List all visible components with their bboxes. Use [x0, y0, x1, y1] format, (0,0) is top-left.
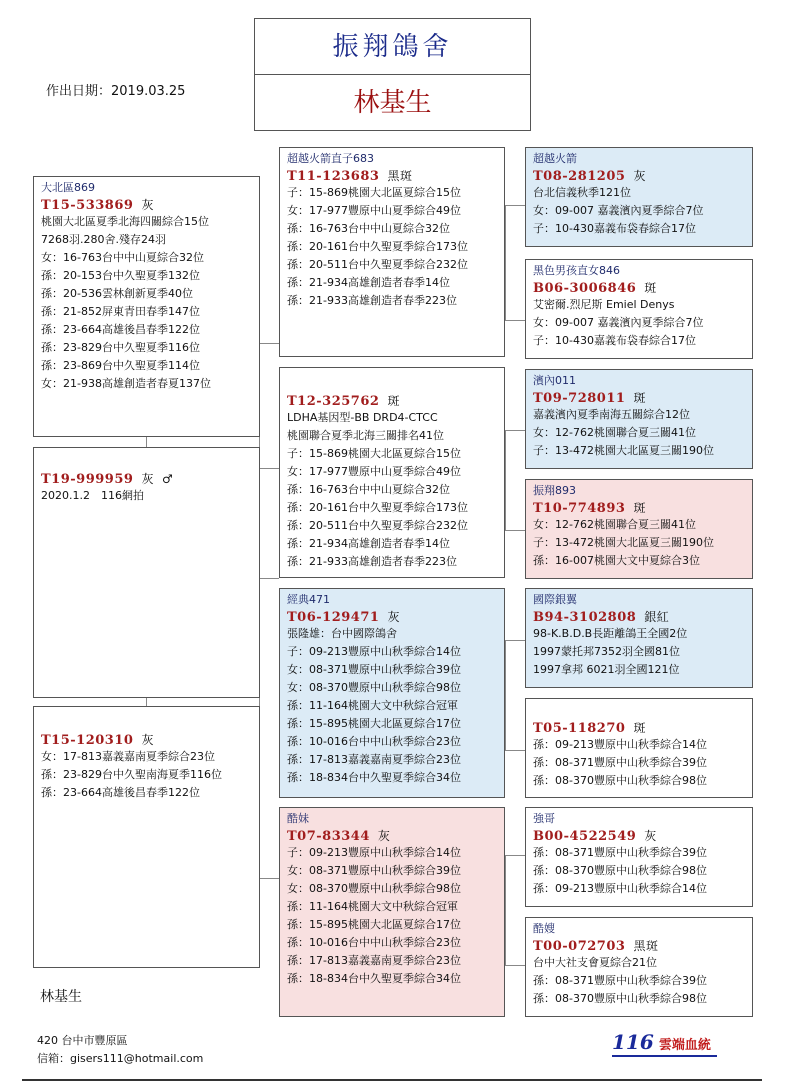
ds-line: 孫：18-834台中久聖夏季綜合34位: [287, 771, 461, 784]
brand-text: 雲端血統: [658, 1038, 711, 1053]
g8-line: 台中大社支會夏綜合21位: [533, 956, 657, 969]
connector: [505, 965, 525, 966]
ss-ring-row: [287, 167, 500, 184]
male-sex-icon: ♂: [161, 472, 174, 486]
dd-line: 孫：17-813嘉義嘉南夏季綜合23位: [287, 954, 461, 967]
sire-ring: T15-533869: [41, 198, 134, 213]
sire-line: 女：16-763台中中山夏綜合32位: [41, 251, 204, 264]
subject-color: 灰: [141, 472, 154, 486]
subject-ring: T19-999959: [41, 472, 134, 487]
dam-line: 女：17-813嘉義嘉南夏季綜合23位: [41, 750, 215, 763]
dd-line: 孫：10-016台中中山秋季綜合23位: [287, 936, 461, 949]
g2-color: 斑: [644, 281, 657, 295]
dd-line: 孫：15-895桃園大北區夏綜合17位: [287, 918, 461, 931]
g1-line: 女：09-007 嘉義濱內夏季綜合7位: [533, 204, 704, 217]
sd-line: LDHA基因型-BB DRD4-CTCC: [287, 411, 438, 424]
sd-line: 孫：16-763台中中山夏綜合32位: [287, 483, 450, 496]
connector: [505, 430, 525, 431]
g6-ring: T05-118270: [533, 721, 626, 736]
connector: [505, 855, 525, 856]
sire-line: 孫：20-536雲林創新夏季40位: [41, 287, 193, 300]
brand-underline: [612, 1055, 717, 1057]
ss-line: 孫：16-763台中中山夏綜合32位: [287, 222, 450, 235]
g4-line: 女：12-762桃園聯合夏三關41位: [533, 518, 696, 531]
g3-label: 濱內011: [533, 374, 576, 387]
subject-note: 2020.1.2 116網拍: [41, 489, 144, 502]
dam-line: 孫：23-829台中久聖南海夏季116位: [41, 768, 222, 781]
subject-ring-row: [41, 470, 255, 487]
g3-line: 嘉義濱內夏季南海五關綜合12位: [533, 408, 690, 421]
ds-card: [279, 588, 505, 798]
owner-name: 林基生: [353, 88, 432, 118]
g8-line: 孫：08-370豐原中山秋季綜合98位: [533, 992, 707, 1005]
dam-line: 孫：23-664高雄後昌春季122位: [41, 786, 200, 799]
g1-line: 子：10-430嘉義布袋春綜合17位: [533, 222, 696, 235]
dd-line: 孫：11-164桃園大文中秋綜合冠軍: [287, 900, 458, 913]
g8-ring-row: [533, 937, 748, 954]
ds-line: 女：08-370豐原中山秋季綜合98位: [287, 681, 461, 694]
g7-ring-row: [533, 827, 748, 844]
g7-card: [525, 807, 753, 907]
ss-line: 孫：21-934高雄創造者春季14位: [287, 276, 450, 289]
sire-line: 孫：20-153台中久聖夏季132位: [41, 269, 200, 282]
footer-email: 信箱：gisers111@hotmail.com: [37, 1052, 204, 1065]
connector: [505, 640, 525, 641]
g4-ring: T10-774893: [533, 501, 626, 516]
dd-line: 女：08-371豐原中山秋季綜合39位: [287, 864, 461, 877]
g7-line: 孫：09-213豐原中山秋季綜合14位: [533, 882, 707, 895]
footer-address: 420 台中市豐原區: [37, 1034, 128, 1047]
g2-ring: B06-3006846: [533, 281, 637, 296]
g8-line: 孫：08-371豐原中山秋季綜合39位: [533, 974, 707, 987]
g5-card: [525, 588, 753, 688]
g8-card: [525, 917, 753, 1017]
ds-ring: T06-129471: [287, 610, 380, 625]
sd-color: 斑: [387, 394, 400, 408]
dam-color: 灰: [141, 733, 154, 747]
g7-line: 孫：08-371豐原中山秋季綜合39位: [533, 846, 707, 859]
g4-label: 振翔893: [533, 484, 576, 497]
sd-ring: T12-325762: [287, 394, 380, 409]
connector: [505, 205, 525, 206]
header-title-box: [254, 18, 531, 75]
dam-ring-row: [41, 731, 255, 748]
sire-color: 灰: [141, 198, 154, 212]
g3-line: 子：13-472桃園大北區夏三關190位: [533, 444, 714, 457]
g3-line: 女：12-762桃園聯合夏三關41位: [533, 426, 696, 439]
g4-ring-row: [533, 499, 748, 516]
g6-color: 斑: [633, 721, 646, 735]
g2-label: 黑色男孩直女846: [533, 264, 620, 277]
date-label: 作出日期：2019.03.25: [46, 84, 186, 99]
footer-owner: 林基生: [40, 989, 82, 1005]
g1-color: 灰: [633, 169, 646, 183]
ss-ring: T11-123683: [287, 169, 380, 184]
g2-line: 子：10-430嘉義布袋春綜合17位: [533, 334, 696, 347]
connector: [505, 750, 525, 751]
sd-ring-row: [287, 392, 500, 409]
dd-card: [279, 807, 505, 1017]
ss-line: 孫：21-933高雄創造者春季223位: [287, 294, 457, 307]
g1-card: [525, 147, 753, 247]
g5-label: 國際銀翼: [533, 593, 577, 606]
g2-line: 艾密爾.烈尼斯 Emiel Denys: [533, 298, 675, 311]
dd-ring: T07-83344: [287, 829, 370, 844]
connector: [259, 468, 279, 469]
g6-line: 孫：08-370豐原中山秋季綜合98位: [533, 774, 707, 787]
connector: [505, 640, 506, 750]
g2-card: [525, 259, 753, 359]
connector: [505, 430, 506, 530]
ss-color: 黑斑: [387, 169, 413, 183]
sd-line: 孫：20-161台中久聖夏季綜合173位: [287, 501, 468, 514]
g6-line: 孫：09-213豐原中山秋季綜合14位: [533, 738, 707, 751]
sd-line: 子：15-869桃園大北區夏綜合15位: [287, 447, 461, 460]
g4-color: 斑: [633, 501, 646, 515]
g1-label: 超越火箭: [533, 152, 577, 165]
g4-card: [525, 479, 753, 579]
dam-ring: T15-120310: [41, 733, 134, 748]
subject-card: [33, 447, 260, 698]
sire-line: 孫：23-664高雄後昌春季122位: [41, 323, 200, 336]
g1-ring: T08-281205: [533, 169, 626, 184]
g3-color: 斑: [633, 391, 646, 405]
g4-line: 子：13-472桃園大北區夏三關190位: [533, 536, 714, 549]
ds-line: 子：09-213豐原中山秋季綜合14位: [287, 645, 461, 658]
sd-line: 女：17-977豐原中山夏季綜合49位: [287, 465, 461, 478]
sd-line: 孫：21-934高雄創造者春季14位: [287, 537, 450, 550]
sire-line: 女：21-938高雄創造者春夏137位: [41, 377, 211, 390]
sire-line: 孫：23-869台中久聖夏季114位: [41, 359, 200, 372]
g5-ring: B94-3102808: [533, 610, 637, 625]
g6-ring-row: [533, 719, 748, 736]
connector: [259, 878, 279, 879]
dd-color: 灰: [377, 829, 391, 843]
ss-line: 子：15-869桃園大北區夏綜合15位: [287, 186, 461, 199]
g3-ring: T09-728011: [533, 391, 626, 406]
g2-ring-row: [533, 279, 748, 296]
g6-card: [525, 698, 753, 798]
header-owner-box: [254, 74, 531, 131]
ss-line: 女：17-977豐原中山夏季綜合49位: [287, 204, 461, 217]
ds-line: 孫：15-895桃園大北區夏綜合17位: [287, 717, 461, 730]
g8-ring: T00-072703: [533, 939, 626, 954]
sd-line: 孫：20-511台中久聖夏季綜合232位: [287, 519, 468, 532]
sire-label: 大北區869: [41, 181, 95, 194]
connector: [146, 437, 147, 447]
g5-ring-row: [533, 608, 748, 625]
ds-line: 孫：17-813嘉義嘉南夏季綜合23位: [287, 753, 461, 766]
connector: [146, 698, 147, 706]
dam-card: [33, 706, 260, 968]
sire-line: 孫：23-829台中久聖夏季116位: [41, 341, 200, 354]
sire-card: [33, 176, 260, 437]
ss-line: 孫：20-161台中久聖夏季綜合173位: [287, 240, 468, 253]
g1-ring-row: [533, 167, 748, 184]
ds-line: 張隆雄：台中國際鴿舍: [287, 627, 397, 640]
loft-name: 振翔鴿舍: [332, 32, 453, 62]
dd-label: 酷妹: [287, 812, 309, 825]
ds-color: 灰: [387, 610, 400, 624]
ds-label: 經典471: [287, 593, 330, 606]
connector: [505, 320, 525, 321]
g3-ring-row: [533, 389, 748, 406]
g3-card: [525, 369, 753, 469]
dd-ring-row: [287, 827, 500, 844]
ss-card: [279, 147, 505, 357]
g4-line: 孫：16-007桃園大文中夏綜合3位: [533, 554, 700, 567]
g7-color: 灰: [644, 829, 657, 843]
sd-line: 孫：21-933高雄創造者春季223位: [287, 555, 457, 568]
bottom-rule: [22, 1079, 762, 1081]
ds-line: 女：08-371豐原中山秋季綜合39位: [287, 663, 461, 676]
brand-logo: [612, 1030, 711, 1054]
g7-ring: B00-4522549: [533, 829, 637, 844]
sire-line: 7268羽.280舍.殘存24羽: [41, 233, 166, 246]
g7-label: 強哥: [533, 812, 555, 825]
ds-ring-row: [287, 608, 500, 625]
sd-line: 桃園聯合夏季北海三關排名41位: [287, 429, 444, 442]
g6-line: 孫：08-371豐原中山秋季綜合39位: [533, 756, 707, 769]
sire-line: 孫：21-852屏東青田春季147位: [41, 305, 200, 318]
g7-line: 孫：08-370豐原中山秋季綜合98位: [533, 864, 707, 877]
ds-line: 孫：10-016台中中山秋季綜合23位: [287, 735, 461, 748]
g2-line: 女：09-007 嘉義濱內夏季綜合7位: [533, 316, 704, 329]
g5-line: 1997拿邦 6021羽全國121位: [533, 663, 680, 676]
g1-line: 台北信義秋季121位: [533, 186, 631, 199]
g8-label: 酷嫂: [533, 922, 555, 935]
sd-card: [279, 367, 505, 578]
brand-number: 116: [612, 1030, 654, 1054]
sire-ring-row: [41, 196, 255, 213]
g5-line: 1997蒙托邦7352羽全國81位: [533, 645, 680, 658]
g8-color: 黑斑: [633, 939, 659, 953]
connector: [505, 530, 525, 531]
ds-line: 孫：11-164桃園大文中秋綜合冠軍: [287, 699, 458, 712]
connector: [505, 205, 506, 320]
connector: [259, 578, 279, 579]
dd-line: 女：08-370豐原中山秋季綜合98位: [287, 882, 461, 895]
ss-line: 孫：20-511台中久聖夏季綜合232位: [287, 258, 468, 271]
g5-color: 銀紅: [644, 610, 670, 624]
dd-line: 孫：18-834台中久聖夏季綜合34位: [287, 972, 461, 985]
sire-line: 桃園大北區夏季北海四關綜合15位: [41, 215, 209, 228]
connector: [259, 343, 279, 344]
g5-line: 98-K.B.D.B長距離鴿王全國2位: [533, 627, 688, 640]
connector: [505, 855, 506, 965]
dd-line: 子：09-213豐原中山秋季綜合14位: [287, 846, 461, 859]
ss-label: 超越火箭直子683: [287, 152, 374, 165]
